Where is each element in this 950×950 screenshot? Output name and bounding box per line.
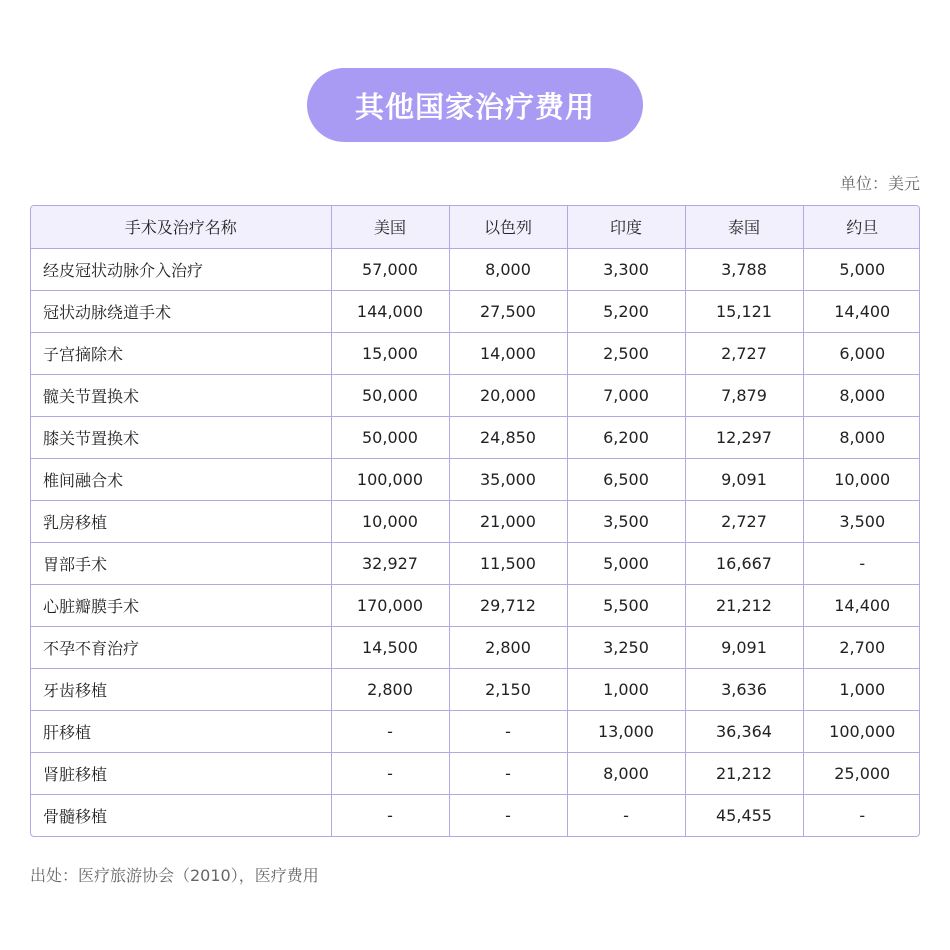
cost-cell: 3,500 — [803, 500, 920, 542]
cost-cell: 5,200 — [567, 290, 685, 332]
page-title: 其他国家治疗费用 — [307, 68, 643, 142]
cost-cell: 100,000 — [803, 710, 920, 752]
cost-cell: 100,000 — [331, 458, 449, 500]
table-row — [31, 416, 920, 458]
cost-cell: 15,121 — [685, 290, 803, 332]
cost-cell: 7,879 — [685, 374, 803, 416]
procedure-name-cell: 经皮冠状动脉介入治疗 — [31, 248, 331, 290]
cost-cell: 5,500 — [567, 584, 685, 626]
procedure-name-cell: 肾脏移植 — [31, 752, 331, 794]
cost-cell: 8,000 — [449, 248, 567, 290]
cost-cell: 11,500 — [449, 542, 567, 584]
cost-cell: - — [449, 752, 567, 794]
cost-cell: 3,788 — [685, 248, 803, 290]
cost-cell: 6,000 — [803, 332, 920, 374]
table-row — [31, 794, 920, 836]
cost-cell: 3,300 — [567, 248, 685, 290]
procedure-name-cell: 不孕不育治疗 — [31, 626, 331, 668]
table-body — [31, 248, 920, 836]
cost-cell: 7,000 — [567, 374, 685, 416]
table-row — [31, 248, 920, 290]
cost-cell: - — [331, 794, 449, 836]
table-header-row — [31, 206, 920, 248]
cost-cell: 32,927 — [331, 542, 449, 584]
procedure-name-cell: 椎间融合术 — [31, 458, 331, 500]
cost-cell: 14,500 — [331, 626, 449, 668]
table-row — [31, 752, 920, 794]
procedure-name-cell: 骨髓移植 — [31, 794, 331, 836]
cost-cell: 57,000 — [331, 248, 449, 290]
cost-cell: - — [449, 710, 567, 752]
cost-cell: - — [449, 794, 567, 836]
cost-cell: 24,850 — [449, 416, 567, 458]
cost-cell: 2,150 — [449, 668, 567, 710]
table-row — [31, 668, 920, 710]
cost-cell: 21,212 — [685, 752, 803, 794]
cost-cell: 5,000 — [803, 248, 920, 290]
cost-cell: 6,500 — [567, 458, 685, 500]
procedure-name-cell: 乳房移植 — [31, 500, 331, 542]
cost-cell: 6,200 — [567, 416, 685, 458]
column-header-country: 美国 — [331, 206, 449, 248]
cost-cell: 2,500 — [567, 332, 685, 374]
cost-cell: 2,727 — [685, 332, 803, 374]
cost-cell: 5,000 — [567, 542, 685, 584]
cost-cell: 21,212 — [685, 584, 803, 626]
column-header-country: 泰国 — [685, 206, 803, 248]
cost-cell: 1,000 — [803, 668, 920, 710]
procedure-name-cell: 牙齿移植 — [31, 668, 331, 710]
cost-cell: 8,000 — [803, 416, 920, 458]
column-header-country: 约旦 — [803, 206, 920, 248]
cost-cell: 27,500 — [449, 290, 567, 332]
procedure-name-cell: 胃部手术 — [31, 542, 331, 584]
table-row — [31, 290, 920, 332]
column-header-country: 以色列 — [449, 206, 567, 248]
cost-cell: 1,000 — [567, 668, 685, 710]
cost-cell: 3,500 — [567, 500, 685, 542]
cost-cell: 8,000 — [803, 374, 920, 416]
cost-cell: 2,800 — [449, 626, 567, 668]
cost-cell: 9,091 — [685, 458, 803, 500]
cost-cell: 14,000 — [449, 332, 567, 374]
cost-cell: - — [567, 794, 685, 836]
procedure-name-cell: 冠状动脉绕道手术 — [31, 290, 331, 332]
cost-cell: 36,364 — [685, 710, 803, 752]
cost-cell: 35,000 — [449, 458, 567, 500]
cost-table — [31, 206, 920, 836]
procedure-name-cell: 心脏瓣膜手术 — [31, 584, 331, 626]
cost-cell: 25,000 — [803, 752, 920, 794]
cost-cell: 2,800 — [331, 668, 449, 710]
cost-cell: 16,667 — [685, 542, 803, 584]
table-row — [31, 710, 920, 752]
cost-cell: - — [803, 542, 920, 584]
procedure-name-cell: 膝关节置换术 — [31, 416, 331, 458]
procedure-name-cell: 子宫摘除术 — [31, 332, 331, 374]
cost-cell: 144,000 — [331, 290, 449, 332]
cost-cell: 170,000 — [331, 584, 449, 626]
cost-cell: 20,000 — [449, 374, 567, 416]
column-header-procedure: 手术及治疗名称 — [31, 206, 331, 248]
procedure-name-cell: 髋关节置换术 — [31, 374, 331, 416]
cost-cell: 29,712 — [449, 584, 567, 626]
cost-cell: 10,000 — [331, 500, 449, 542]
table-row — [31, 332, 920, 374]
cost-cell: 3,250 — [567, 626, 685, 668]
procedure-name-cell: 肝移植 — [31, 710, 331, 752]
table-row — [31, 458, 920, 500]
cost-cell: 50,000 — [331, 416, 449, 458]
cost-cell: - — [803, 794, 920, 836]
column-header-country: 印度 — [567, 206, 685, 248]
cost-cell: 14,400 — [803, 584, 920, 626]
cost-cell: - — [331, 752, 449, 794]
cost-cell: 21,000 — [449, 500, 567, 542]
source-note: 出处：医疗旅游协会（2010），医疗费用 — [30, 866, 319, 885]
cost-cell: - — [331, 710, 449, 752]
cost-cell: 15,000 — [331, 332, 449, 374]
cost-cell: 9,091 — [685, 626, 803, 668]
table-row — [31, 542, 920, 584]
table-row — [31, 500, 920, 542]
table-row — [31, 374, 920, 416]
cost-table-container — [30, 205, 920, 837]
cost-cell: 2,700 — [803, 626, 920, 668]
cost-cell: 12,297 — [685, 416, 803, 458]
cost-cell: 3,636 — [685, 668, 803, 710]
cost-cell: 50,000 — [331, 374, 449, 416]
cost-cell: 13,000 — [567, 710, 685, 752]
cost-cell: 45,455 — [685, 794, 803, 836]
cost-cell: 8,000 — [567, 752, 685, 794]
cost-cell: 14,400 — [803, 290, 920, 332]
table-row — [31, 584, 920, 626]
table-row — [31, 626, 920, 668]
cost-cell: 2,727 — [685, 500, 803, 542]
cost-cell: 10,000 — [803, 458, 920, 500]
unit-note: 单位：美元 — [839, 174, 920, 193]
